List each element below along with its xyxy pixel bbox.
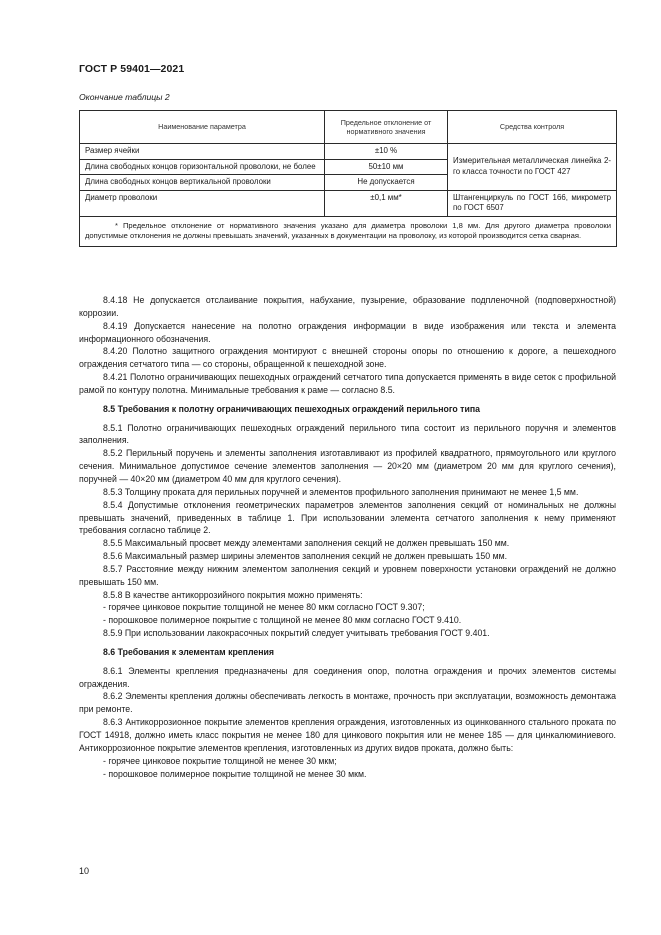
list-item: - порошковое полимерное покрытие толщиной не менее 30 мкм. bbox=[103, 768, 367, 779]
row-control: Измерительная металлическая линейка 2-го класса точности по ГОСТ 427 bbox=[448, 144, 617, 191]
table-row bbox=[80, 144, 617, 160]
table-footnote-row bbox=[80, 216, 617, 246]
paragraph-8-5-2: 8.5.2 Перильный поручень и элементы заполнения изготавливают из профилей квадратного, прямоугольного или круглого сечения. Минимальное допустимое сечение элементов заполнения — 20×20 мм (диаметром 20 мм для круглого сечения), поручней — 40×20 мм (диаметром 40 мм для круглого сечения). bbox=[79, 448, 616, 484]
row-param: Диаметр проволоки bbox=[80, 190, 325, 216]
body-text bbox=[79, 294, 616, 780]
paragraph-8-5-8: 8.5.8 В качестве антикоррозийного покрытия можно применять: bbox=[103, 589, 363, 600]
row-param: Размер ячейки bbox=[80, 144, 325, 160]
header-control: Средства контроля bbox=[448, 111, 617, 144]
section-heading-8-6: 8.6 Требования к элементам крепления bbox=[103, 646, 275, 657]
row-param: Длина свободных концов вертикальной проволоки bbox=[80, 175, 325, 191]
row-deviation: 50±10 мм bbox=[325, 159, 448, 175]
row-deviation: ±10 % bbox=[325, 144, 448, 160]
paragraph-8-6-2: 8.6.2 Элементы крепления должны обеспечивать легкость в монтаже, прочность при эксплуатации, возможность демонтажа при ремонте. bbox=[79, 691, 616, 715]
paragraph-8-5-4: 8.5.4 Допустимые отклонения геометрических параметров элементов заполнения секций от номинальных не должны превышать значений, приведенных в таблице 1. При использовании элемента сетчатого заполнения к нему применяют требования согласно таблице 2. bbox=[79, 499, 616, 536]
page-number: 10 bbox=[79, 866, 90, 876]
list-item: - горячее цинковое покрытие толщиной не менее 80 мкм согласно ГОСТ 9.307; bbox=[103, 602, 425, 613]
row-param: Длина свободных концов горизонтальной проволоки, не более bbox=[80, 159, 325, 175]
paragraph-8-5-6: 8.5.6 Максимальный размер ширины элементов заполнения секций не должен превышать 150 мм. bbox=[103, 551, 508, 562]
paragraph-8-4-21: 8.4.21 Полотно ограничивающих пешеходных ограждений сетчатого типа допускается применять в виде сеток с профильной рамой по контуру полотна. Минимальные требования к раме — согласно 8.5. bbox=[79, 372, 616, 395]
paragraph-8-4-20: 8.4.20 Полотно защитного ограждения монтируют с внешней стороны опоры по отношению к дороге, а пешеходного ограждения сетчатого типа — со стороны, обращенной к пешеходной зоне. bbox=[79, 346, 616, 370]
list-item: - горячее цинковое покрытие толщиной не менее 30 мкм; bbox=[103, 755, 337, 766]
paragraph-8-6-1: 8.6.1 Элементы крепления предназначены для соединения опор, полотна ограждения и прочих элементов системы ограждения. bbox=[79, 665, 616, 689]
paragraph-8-5-1: 8.5.1 Полотно ограничивающих пешеходных ограждений перильного типа состоит из перильного поручня и элементов заполнения. bbox=[79, 422, 616, 446]
paragraph-8-5-7: 8.5.7 Расстояние между нижним элементом заполнения секций и уровнем поверхности установки ограждений не должно превышать 150 мм. bbox=[79, 563, 616, 587]
header-deviation: Предельное отклонение от нормативного значения bbox=[325, 111, 448, 144]
row-deviation: Не допускается bbox=[325, 175, 448, 191]
document-header: ГОСТ Р 59401—2021 bbox=[79, 63, 185, 75]
row-control: Штангенциркуль по ГОСТ 166, микрометр по ГОСТ 6507 bbox=[448, 190, 617, 216]
paragraph-8-5-9: 8.5.9 При использовании лакокрасочных покрытий следует учитывать требования ГОСТ 9.401. bbox=[103, 628, 490, 639]
table-caption: Окончание таблицы 2 bbox=[79, 92, 170, 102]
parameters-table bbox=[79, 110, 617, 247]
paragraph-8-4-19: 8.4.19 Допускается нанесение на полотно ограждения информации в виде изображения или текста и элемента информационного обозначения. bbox=[79, 320, 616, 344]
paragraph-8-5-3: 8.5.3 Толщину проката для перильных поручней и элементов профильного заполнения принимают не менее 1,5 мм. bbox=[103, 486, 579, 497]
row-deviation: ±0,1 мм* bbox=[325, 190, 448, 216]
table-row bbox=[80, 190, 617, 216]
table-footnote: * Предельное отклонение от нормативного значения указано для диаметра проволоки 1,8 мм. Для другого диаметра проволоки допустимые отклонения не должны превышать значений, указанных в документации на проволоку, из которой производится сетка сварная. bbox=[80, 216, 617, 246]
header-param: Наименование параметра bbox=[80, 111, 325, 144]
table-header-row bbox=[80, 111, 617, 144]
paragraph-8-4-18: 8.4.18 Не допускается отслаивание покрытия, набухание, пузырение, образование подпленочной (подповерхностной) коррозии. bbox=[79, 295, 616, 318]
paragraph-8-5-5: 8.5.5 Максимальный просвет между элементами заполнения секций не должен превышать 150 мм. bbox=[103, 538, 510, 549]
section-heading-8-5: 8.5 Требования к полотну ограничивающих пешеходных ограждений перильного типа bbox=[103, 403, 480, 414]
list-item: - порошковое полимерное покрытие с толщиной не менее 80 мкм согласно ГОСТ 9.410. bbox=[103, 615, 462, 626]
paragraph-8-6-3: 8.6.3 Антикоррозионное покрытие элементов крепления ограждения, изготовленных из оцинкованного стального проката по ГОСТ 14918, должно иметь класс покрытия не менее 180 для цинкового покрытия или не менее 185 — для цинкалюминиевого. Антикоррозионное покрытие элементов крепления, изготовленных из других видов проката, должно быть: bbox=[79, 717, 616, 753]
